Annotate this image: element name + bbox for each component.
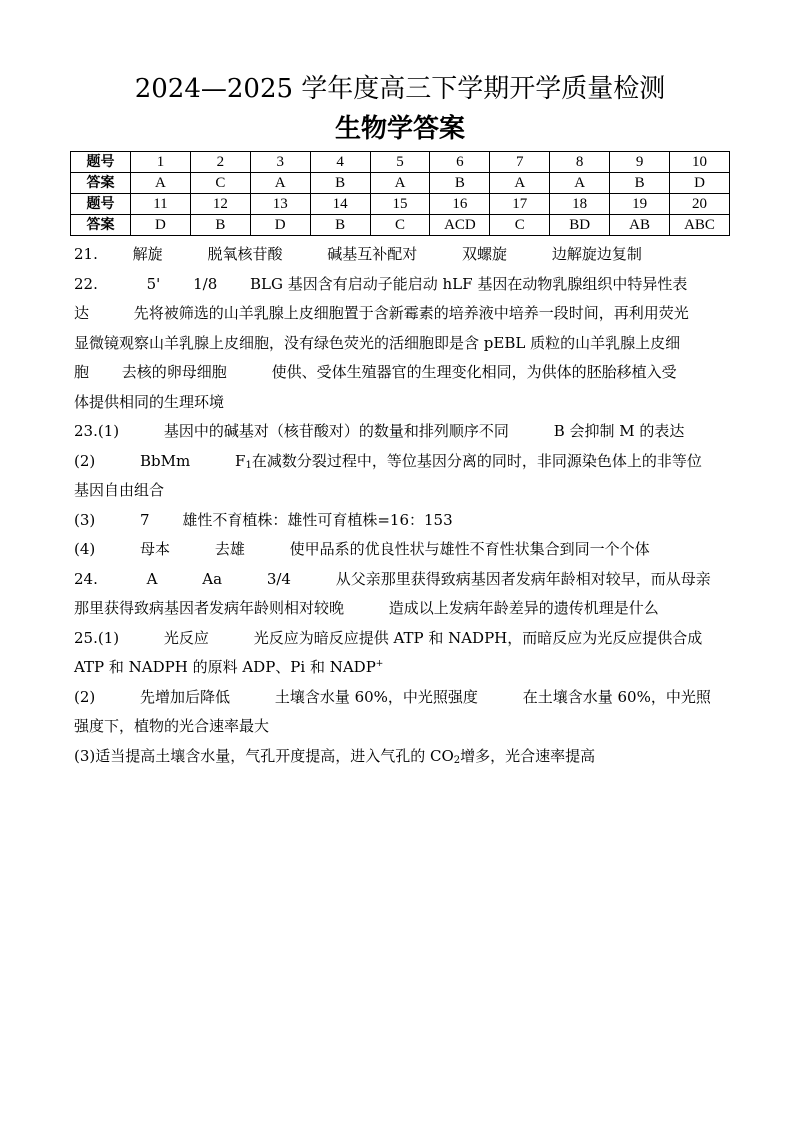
q21-number: 21. [74,245,98,263]
answer-table-cell: B [190,215,250,236]
answer-table [70,151,730,236]
q24-answer-3: 3/4 [266,569,291,588]
q23-line-4 [74,506,734,536]
answer-table-cell: 9 [610,152,670,173]
q25-p1-answer-2-cont: ATP 和 NADPH 的原料 ADP、Pi 和 NADP+ [74,658,384,676]
q22-answer-2: 1/8 [193,274,218,293]
q23-line-1 [74,417,734,447]
q24-answer-1: A [146,569,158,588]
answer-table-cell: A [131,173,191,194]
answer-table-cell: D [131,215,191,236]
q24-line-1 [74,565,734,595]
q25-p2-answer-3-cont: 强度下，植物的光合速率最大 [74,717,270,735]
answer-table-cell: 8 [550,152,610,173]
q23-p4-number: (4) [74,540,96,558]
q25-p2-answer-1: 先增加后降低 [140,687,231,706]
answer-table-row-label: 答案 [71,215,131,236]
answer-table-cell: 2 [190,152,250,173]
q24-number: 24. [74,569,98,588]
q23-p2-answer-2: $F_1$在减数分裂过程中，等位基因分离的同时，非同源染色体上的非等位 [235,451,702,471]
q23-p3-number: (3) [74,510,96,529]
q24-answer-2: Aa [202,569,223,588]
answer-table-cell: 7 [490,152,550,173]
q23-line-5 [74,535,734,565]
answer-table-cell: AB [610,215,670,236]
q22-line-1 [74,270,734,300]
q22-answer-4: 先将被筛选的山羊乳腺上皮细胞置于含新霉素的培养液中培养一段时间，再利用荧光 [133,304,689,322]
answer-table-row-label: 题号 [71,152,131,173]
page-title: 2024—2025 学年度高三下学期开学质量检测 [134,74,666,104]
answer-table-cell: B [310,173,370,194]
answer-body [74,240,734,771]
q21-line [74,240,734,270]
answer-table-cell: 16 [430,194,490,215]
q22-answer-6: 使供、受体生殖器官的生理变化相同，为供体的胚胎移植入受 [271,363,677,381]
answer-table-cell: 1 [131,152,191,173]
q25-p1-answer-2: 光反应为暗反应提供 ATP 和 NADPH，而暗反应为光反应提供合成 [253,628,703,647]
q23-line-3 [74,476,734,506]
q25-p2-number: (2) [74,687,96,706]
answer-table-cell: B [610,173,670,194]
q24-answer-4: 从父亲那里获得致病基因者发病年龄相对较早，而从母亲 [335,569,711,588]
q21-answer-3: 碱基互补配对 [327,245,418,263]
q25-line-4 [74,712,734,742]
answer-table-cell: A [550,173,610,194]
answer-table-cell: ABC [670,215,730,236]
answer-table-row [71,194,730,215]
answer-table-cell: B [310,215,370,236]
q21-answer-5: 边解旋边复制 [551,245,642,263]
q22-answer-3: BLG 基因含有启动子能启动 hLF 基因在动物乳腺组织中特异性表 [250,274,688,293]
q24-answer-4-cont: 那里获得致病基因者发病年龄则相对较晚 [74,599,345,617]
q23-number: 23.(1) [74,422,120,440]
answer-table-cell: 10 [670,152,730,173]
q23-p2-answer-2-cont: 基因自由组合 [74,481,165,499]
answer-table-cell: C [490,215,550,236]
answer-table-cell: A [370,173,430,194]
answer-table-cell: 19 [610,194,670,215]
q23-p3-answer-2: 雄性不育植株：雄性可育植株=16：153 [182,510,453,529]
q22-answer-4-end: 胞 [74,363,90,381]
answer-table-cell: 11 [131,194,191,215]
answer-table-cell: 15 [370,194,430,215]
q22-answer-1: 5' [146,274,161,293]
answer-table-cell: 3 [250,152,310,173]
q25-p1-answer-1: 光反应 [163,628,209,647]
q25-p2-answer-3: 在土壤含水量 60%，中光照 [522,687,711,706]
q22-answer-6-cont: 体提供相同的生理环境 [74,392,225,411]
q23-p1-answer-1: 基因中的碱基对（核苷酸对）的数量和排列顺序不同 [163,422,509,440]
q25-line-5 [74,742,734,772]
answer-table-cell: A [490,173,550,194]
answer-table-cell: C [370,215,430,236]
page-subtitle: 生物学答案 [334,114,465,144]
answer-table-cell: 12 [190,194,250,215]
q23-line-2 [74,447,734,477]
q25-p3-answer: (3)适当提高土壤含水量，气孔开度提高，进入气孔的 $CO_2$增多，光合速率提高 [74,746,596,766]
q23-p4-answer-2: 去雄 [214,540,245,558]
q23-p2-number: (2) [74,451,96,470]
answer-table-cell: 20 [670,194,730,215]
answer-table-cell: 13 [250,194,310,215]
answer-table-cell: 17 [490,194,550,215]
answer-table-cell: D [250,215,310,236]
q22-answer-5: 去核的卵母细胞 [121,363,227,381]
q22-line-4 [74,358,734,388]
q21-answer-4: 双螺旋 [462,245,508,263]
q23-p1-answer-2: B 会抑制 M 的表达 [553,422,685,440]
q22-answer-4-cont: 显微镜观察山羊乳腺上皮细胞，没有绿色荧光的活细胞即是含 pEBL 质粒的山羊乳腺上皮细 [74,333,681,352]
q22-answer-3-cont: 达 [74,304,90,322]
q25-line-2 [74,653,734,683]
answer-table-cell: 14 [310,194,370,215]
answer-table-row [71,173,730,194]
q23-p2-answer-1: BbMm [140,451,191,470]
q24-answer-5: 造成以上发病年龄差异的遗传机理是什么 [388,599,659,617]
q22-line-5 [74,388,734,418]
answer-table-cell: 18 [550,194,610,215]
q22-number: 22. [74,274,98,293]
answer-table-cell: BD [550,215,610,236]
answer-table-cell: A [250,173,310,194]
q21-answer-1: 解旋 [132,245,163,263]
q25-line-1 [74,624,734,654]
q24-line-2 [74,594,734,624]
q25-p2-answer-2: 土壤含水量 60%，中光照强度 [274,687,478,706]
answer-table-row-label: 题号 [71,194,131,215]
q23-p3-answer-1: 7 [140,510,150,529]
answer-table-cell: D [670,173,730,194]
q25-line-3 [74,683,734,713]
answer-table-row [71,152,730,173]
q23-p4-answer-1: 母本 [140,540,171,558]
q25-number: 25.(1) [74,628,120,647]
q23-p4-answer-3: 使甲品系的优良性状与雄性不育性状集合到同一个个体 [289,540,650,558]
answer-table-cell: 4 [310,152,370,173]
answer-table-cell: 5 [370,152,430,173]
answer-table-row [71,215,730,236]
q22-line-3 [74,329,734,359]
q21-answer-2: 脱氧核苷酸 [207,245,283,263]
answer-table-cell: 6 [430,152,490,173]
answer-table-cell: B [430,173,490,194]
q22-line-2 [74,299,734,329]
answer-table-row-label: 答案 [71,173,131,194]
answer-table-cell: ACD [430,215,490,236]
answer-table-cell: C [190,173,250,194]
